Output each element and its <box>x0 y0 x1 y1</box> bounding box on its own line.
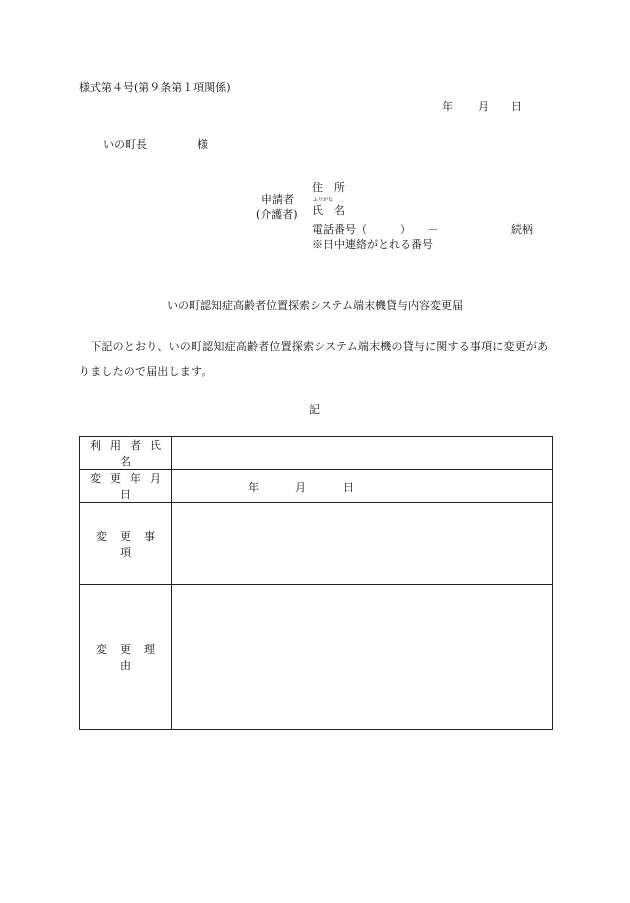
name-ruby: ふりがな <box>313 197 334 203</box>
table-label-change-reason: 変更理由 <box>80 585 172 730</box>
table-value-change-reason[interactable] <box>172 585 553 730</box>
phone-note: ※日中連絡がとれる番号 <box>312 238 433 251</box>
name-label: 氏 名 <box>312 204 345 217</box>
table-row <box>80 437 553 470</box>
table-row <box>80 470 553 503</box>
table-value-change-date[interactable] <box>172 470 553 503</box>
address-label: 住 所 <box>312 181 345 194</box>
addressee-name: いの町長 <box>103 138 147 151</box>
header-date-day: 日 <box>511 100 522 113</box>
header-date-month: 月 <box>478 100 489 113</box>
table-label-user-name: 利用者氏名 <box>80 437 172 470</box>
table-value-user-name[interactable] <box>172 437 553 470</box>
applicant-label: 申請者 <box>261 193 294 206</box>
table-label-change-date: 変更年月日 <box>80 470 172 503</box>
body-paragraph: 下記のとおり、いの町認知症高齢者位置探索システム端末機の貸与に関する事項に変更がありましたので届出します。 <box>79 340 549 378</box>
table-value-change-item[interactable] <box>172 503 553 585</box>
form-number: 様式第４号(第９条第１項関係) <box>79 81 231 94</box>
header-date-year: 年 <box>442 100 453 113</box>
addressee-honorific: 様 <box>197 138 208 151</box>
table-row <box>80 585 553 730</box>
change-details-table <box>79 436 553 730</box>
phone-label: 電話番号（ ） － <box>312 223 439 236</box>
ki-heading: 記 <box>309 403 320 416</box>
change-date-month: 月 <box>295 481 306 494</box>
document-title: いの町認知症高齢者位置探索システム端末機貸与内容変更届 <box>167 299 463 312</box>
change-date-day: 日 <box>343 481 354 494</box>
table-label-change-item: 変更事項 <box>80 503 172 585</box>
table-row <box>80 503 553 585</box>
applicant-sub-label: (介護者) <box>256 208 298 221</box>
relationship-label: 続柄 <box>511 223 533 236</box>
change-date-year: 年 <box>248 481 259 494</box>
